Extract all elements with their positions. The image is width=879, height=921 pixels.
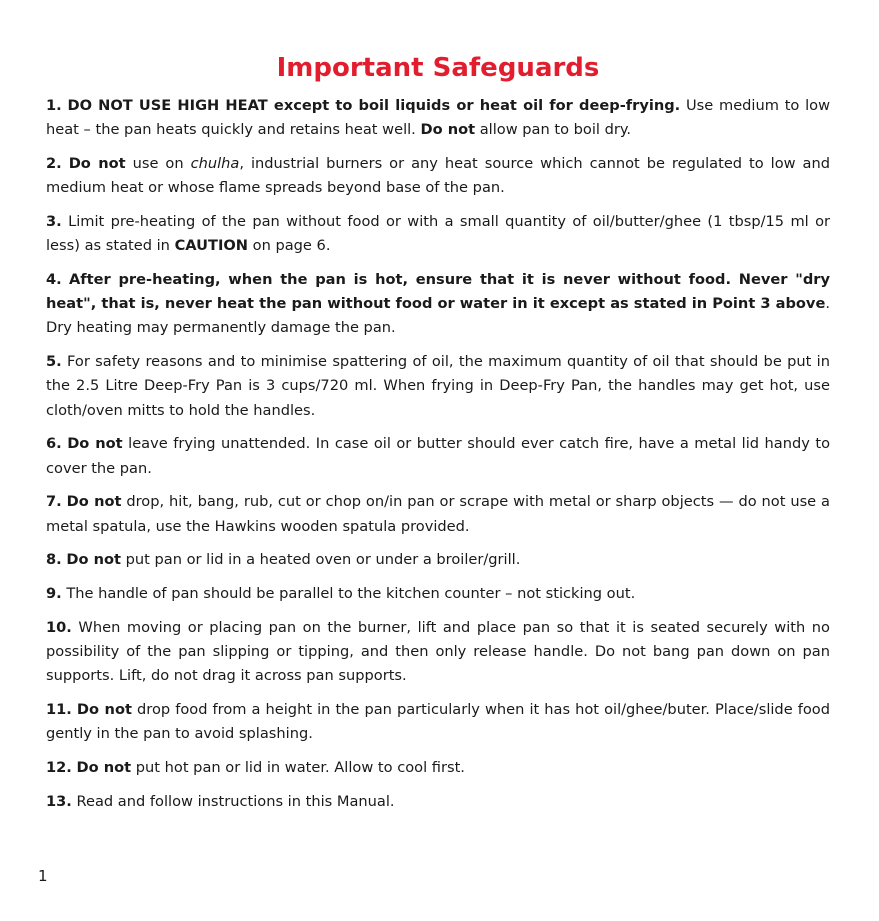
item-bold-lead: Do not: [67, 435, 123, 453]
safeguard-item-12: [46, 756, 830, 780]
item-text: leave frying unattended. In case oil or butter should ever catch fire, have a metal lid handy to cover the pan.: [46, 435, 830, 477]
safeguard-item-10: [46, 616, 830, 689]
safeguard-item-11: [46, 698, 830, 746]
item-text: When moving or placing pan on the burner, lift and place pan so that it is seated securely with no possibility of the pan slipping or tipping, and then only release handle. Do not bang pan down on pan supports. Lift, do not drag it across pan supports.: [46, 619, 830, 685]
item-number: 11.: [46, 701, 72, 719]
item-text: put pan or lid in a heated oven or under a broiler/grill.: [120, 551, 521, 569]
item-italic-term: chulha: [190, 155, 240, 172]
item-number: 6.: [46, 435, 62, 453]
safeguard-item-1: [46, 94, 830, 142]
safeguard-item-9: [46, 582, 830, 606]
item-number: 3.: [46, 213, 62, 230]
safeguards-list: [46, 94, 830, 824]
item-number: 7.: [46, 493, 62, 511]
item-text: allow pan to boil dry.: [475, 121, 632, 139]
item-text: . Dry heating may permanently damage the pan.: [46, 295, 830, 337]
item-text: , industrial burners or any heat source which cannot be regulated to low and medium heat or whose flame spreads beyond base of the pan.: [46, 155, 831, 197]
item-text: use on: [125, 155, 191, 172]
item-number: 1.: [46, 97, 62, 114]
item-text: Read and follow instructions in this Manual.: [71, 793, 395, 810]
item-bold-emphasis: CAUTION: [174, 237, 248, 255]
item-bold-lead: Do not: [76, 759, 132, 777]
item-number: 12.: [46, 759, 72, 777]
safeguard-item-4: [46, 268, 830, 341]
item-text: drop food from a height in the pan particularly when it has hot oil/ghee/buter. Place/slide food gently in the pan to avoid splashing.: [46, 701, 830, 743]
safeguard-item-8: [46, 548, 830, 572]
page-number: 1: [38, 867, 48, 885]
item-text: Limit pre-heating of the pan without food or with a small quantity of oil/butter/ghee (1 tbsp/15 ml or less) as stated in: [46, 213, 830, 255]
manual-page: [46, 0, 830, 921]
item-bold-lead: Do not: [76, 701, 132, 719]
item-text: drop, hit, bang, rub, cut or chop on/in pan or scrape with metal or sharp objects — do not use a metal spatula, use the Hawkins wooden spatula provided.: [46, 493, 830, 535]
item-number: 8.: [46, 551, 62, 569]
item-number: 9.: [46, 585, 62, 603]
item-bold-lead: After pre-heating, when the pan is hot, ensure that it is never without food. Never "dry heat", that is, never heat the pan without food or water in it except as stated in Point 3 above: [46, 271, 831, 313]
safeguard-item-7: [46, 490, 830, 538]
item-text: Use medium to low heat – the pan heats quickly and retains heat well.: [46, 97, 831, 139]
safeguard-item-5: [46, 350, 830, 423]
item-number: 2.: [46, 155, 62, 172]
item-text: on page 6.: [248, 237, 331, 255]
item-number: 4.: [46, 271, 62, 288]
safeguard-item-13: [46, 790, 830, 814]
item-number: 5.: [46, 353, 62, 371]
safeguard-item-2: [46, 152, 830, 200]
item-bold-lead: Do not: [66, 493, 122, 511]
item-bold-lead: DO NOT USE HIGH HEAT except to boil liquids or heat oil for deep-frying.: [67, 97, 681, 114]
item-bold-emphasis: Do not: [420, 121, 476, 139]
item-text: The handle of pan should be parallel to the kitchen counter – not sticking out.: [61, 585, 636, 603]
safeguard-item-6: [46, 432, 830, 480]
item-text: For safety reasons and to minimise spattering of oil, the maximum quantity of oil that should be put in the 2.5 Litre Deep-Fry Pan is 3 cups/720 ml. When frying in Deep-Fry Pan, the handles may get hot, use cloth/oven mitts to hold the handles.: [46, 353, 830, 419]
item-number: 10.: [46, 619, 72, 636]
page-title: Important Safeguards: [276, 53, 600, 83]
item-bold-lead: Do not: [68, 155, 126, 172]
item-bold-lead: Do not: [66, 551, 121, 569]
item-number: 13.: [46, 793, 72, 810]
safeguard-item-3: [46, 210, 830, 258]
item-text: put hot pan or lid in water. Allow to cool first.: [131, 759, 465, 777]
